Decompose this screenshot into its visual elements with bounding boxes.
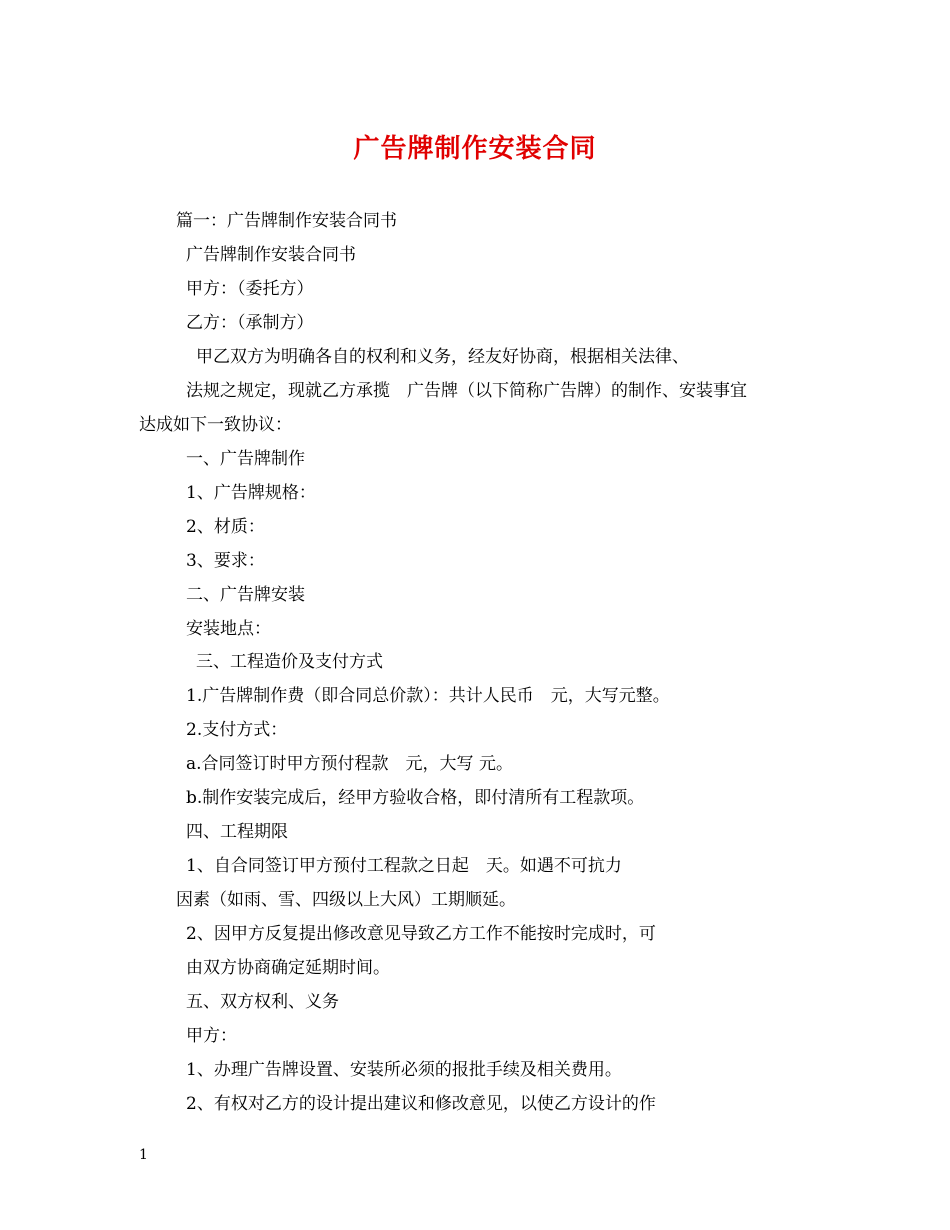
clause-item: b.制作安装完成后，经甲方验收合格，即付清所有工程款项。 <box>186 788 645 808</box>
body-paragraph: 法规之规定，现就乙方承揽 广告牌（以下简称广告牌）的制作、安装事宜 <box>186 381 747 401</box>
clause-item: 因素（如雨、雪、四级以上大风）工期顺延。 <box>176 890 516 910</box>
clause-heading: 五、双方权利、义务 <box>186 992 339 1012</box>
clause-item: 2、因甲方反复提出修改意见导致乙方工作不能按时完成时，可 <box>186 924 656 944</box>
body-paragraph: 达成如下一致协议： <box>139 415 292 435</box>
clause-item: 2.支付方式： <box>186 720 288 740</box>
clause-heading: 一、广告牌制作 <box>186 449 305 469</box>
clause-item: 2、有权对乙方的设计提出建议和修改意见，以使乙方设计的作 <box>186 1094 656 1114</box>
party-b-line: 乙方：（承制方） <box>186 313 314 333</box>
clause-item: 2、材质： <box>186 517 265 537</box>
clause-item: 1、自合同签订甲方预付工程款之日起 天。如遇不可抗力 <box>186 856 622 876</box>
clause-item: 1.广告牌制作费（即合同总价款）：共计人民币 元，大写元整。 <box>186 686 670 706</box>
document-title: 广告牌制作安装合同 <box>353 134 597 164</box>
clause-item: 1、广告牌规格： <box>186 483 316 503</box>
clause-heading: 四、工程期限 <box>186 822 288 842</box>
contract-subtitle: 广告牌制作安装合同书 <box>186 245 356 265</box>
clause-item: a.合同签订时甲方预付程款 元，大写 元。 <box>186 754 513 774</box>
clause-item: 由双方协商确定延期时间。 <box>186 958 390 978</box>
clause-heading: 三、工程造价及支付方式 <box>196 652 383 672</box>
clause-item: 3、要求： <box>186 551 265 571</box>
clause-item: 1、办理广告牌设置、安装所必须的报批手续及相关费用。 <box>186 1060 622 1080</box>
clause-heading: 二、广告牌安装 <box>186 585 305 605</box>
party-label: 甲方： <box>186 1026 237 1046</box>
clause-item: 安装地点： <box>186 619 271 639</box>
section-heading: 篇一：广告牌制作安装合同书 <box>176 211 397 231</box>
page-number: 1 <box>139 1147 148 1163</box>
body-paragraph: 甲乙双方为明确各自的权利和义务，经友好协商，根据相关法律、 <box>196 347 689 367</box>
party-a-line: 甲方：（委托方） <box>186 279 314 299</box>
